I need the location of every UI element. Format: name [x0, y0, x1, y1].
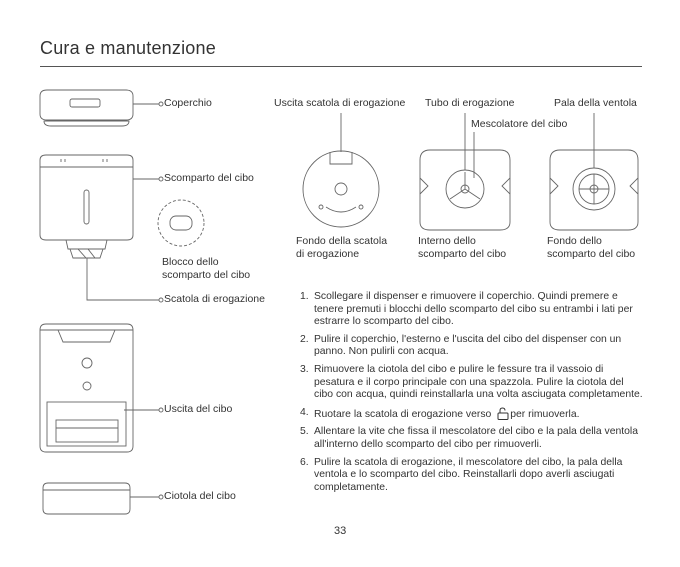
lid-illustration — [40, 90, 133, 126]
caption-interno-2: scomparto del cibo — [418, 248, 507, 260]
label-ciotola: Ciotola del cibo — [164, 490, 236, 502]
food-compartment-illustration — [40, 155, 133, 258]
step-item: 1. Scollegare il dispenser e rimuovere il coperchio. Quindi premere e tenere premuti i blocchi dello scomparto del cibo su entrambi i lati per estrarre lo scomparto del cibo. — [300, 291, 633, 328]
step-item: 5. Allentare la vite che fissa il mescolatore del cibo e la pala della ventola all'interno dello scomparto del cibo per rimuoverli. — [300, 426, 639, 450]
label-blocco-2: scomparto del cibo — [162, 269, 251, 281]
page-title: Cura e manutenzione — [40, 38, 216, 58]
feeder-body-illustration — [40, 324, 133, 452]
label-scatola: Scatola di erogazione — [164, 293, 265, 305]
label-blocco-1: Blocco dello — [162, 256, 219, 268]
instruction-steps — [300, 291, 645, 499]
caption-fondo-scatola-2: di erogazione — [296, 248, 360, 260]
label-coperchio: Coperchio — [164, 97, 212, 109]
lock-detail-illustration — [158, 200, 204, 246]
label-uscita-scatola: Uscita scatola di erogazione — [274, 97, 406, 109]
caption-fondo-scomparto-1: Fondo dello — [547, 235, 602, 247]
caption-interno-1: Interno dello — [418, 235, 476, 247]
label-uscita: Uscita del cibo — [164, 403, 233, 415]
unlock-icon — [495, 407, 509, 420]
dispenser-bottom-illustration — [303, 151, 379, 227]
bowl-illustration — [43, 483, 130, 514]
step-item: 2. Pulire il coperchio, l'esterno e l'uscita del cibo del dispenser con un panno. Non pulirli con acqua. — [300, 333, 622, 358]
label-pala: Pala della ventola — [554, 97, 637, 109]
page-number: 33 — [334, 525, 347, 537]
step-item: 6. Pulire la scatola di erogazione, il mescolatore del cibo, la pala della ventola e lo scomparto del cibo. Reinstallarli dopo averli asciugati completamente. — [300, 456, 623, 493]
caption-fondo-scomparto-2: scomparto del cibo — [547, 248, 636, 260]
label-tubo: Tubo di erogazione — [425, 97, 515, 109]
step-item: 4. Ruotare la scatola di erogazione verso per rimuoverla. — [300, 406, 580, 420]
step-item: 3. Rimuovere la ciotola del cibo e pulire le fessure tra il vassoio di pesatura e il corpo principale con una spazzola. Pulire la ciotola del cibo con acqua, quindi reinstallarla una volta asciugata completamente. — [300, 363, 643, 401]
leader-scatola — [87, 258, 159, 300]
label-scomparto: Scomparto del cibo — [164, 172, 254, 184]
label-mescolatore: Mescolatore del cibo — [471, 118, 568, 130]
caption-fondo-scatola-1: Fondo della scatola — [296, 235, 388, 247]
